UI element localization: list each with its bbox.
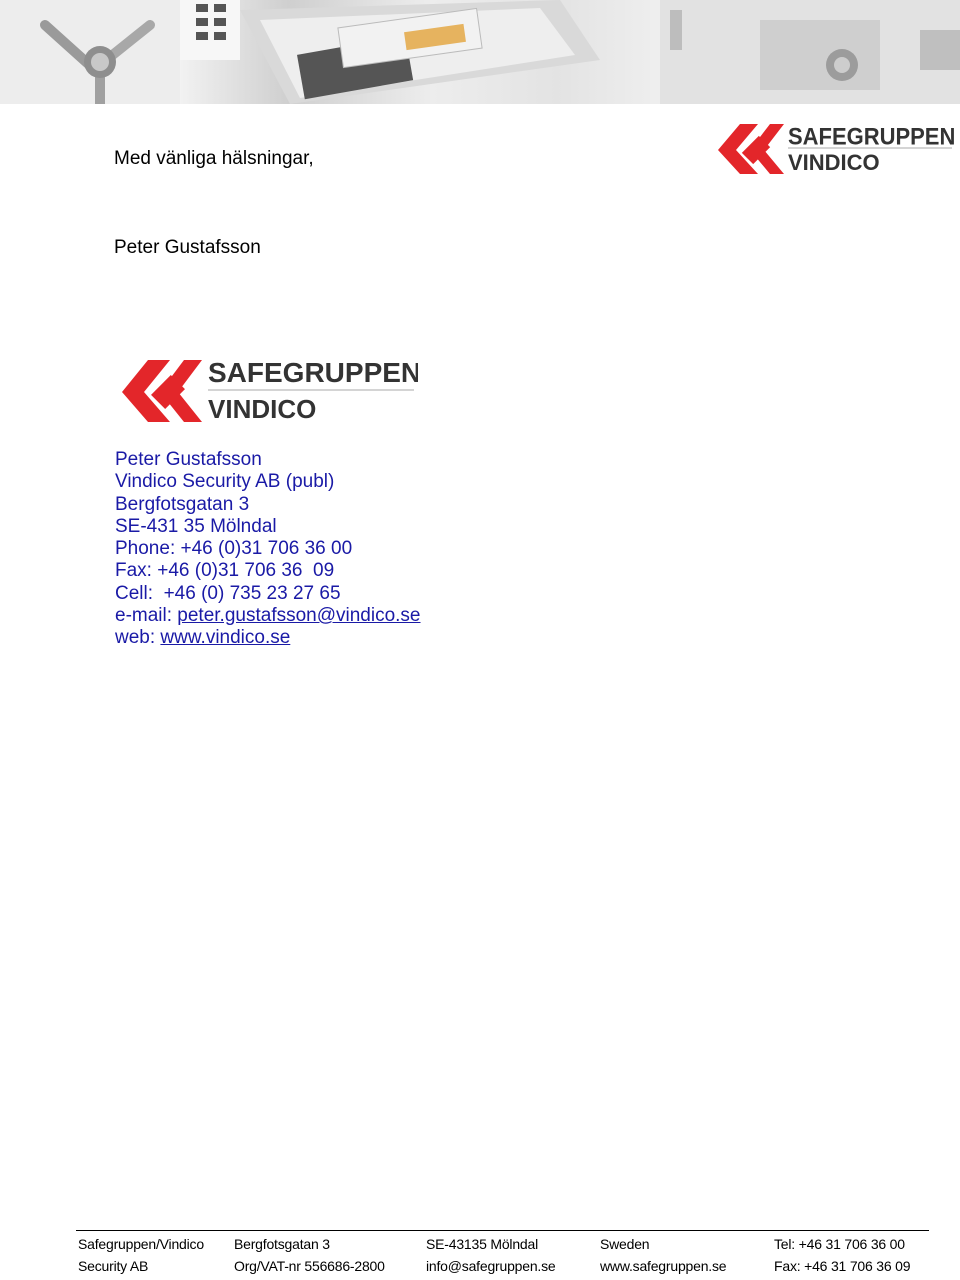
footer-street: Bergfotsgatan 3 bbox=[234, 1236, 330, 1252]
company-logo-signature bbox=[118, 354, 418, 431]
web-link[interactable]: www.vindico.se bbox=[160, 627, 291, 649]
signature-web-row bbox=[115, 627, 421, 649]
safe-photo-illustration bbox=[0, 0, 960, 104]
footer-city: SE-43135 Mölndal bbox=[426, 1236, 538, 1252]
signature-cell: Cell: +46 (0) 735 23 27 65 bbox=[115, 582, 341, 604]
footer-website[interactable]: www.safegruppen.se bbox=[600, 1258, 727, 1274]
signature-email-row bbox=[115, 605, 421, 627]
footer-company: Safegruppen/Vindico bbox=[78, 1236, 204, 1252]
signer-name: Peter Gustafsson bbox=[114, 237, 261, 258]
logo-text-safegruppen: SAFEGRUPPEN bbox=[208, 357, 418, 388]
signature-city: SE-431 35 Mölndal bbox=[115, 515, 277, 537]
signature-company: Vindico Security AB (publ) bbox=[115, 471, 335, 493]
safe-photo-banner bbox=[0, 0, 960, 104]
email-label: e-mail: bbox=[115, 605, 178, 627]
closing-greeting: Med vänliga hälsningar, bbox=[114, 148, 314, 169]
company-logo-header bbox=[714, 118, 954, 181]
signature-phone: Phone: +46 (0)31 706 36 00 bbox=[115, 538, 353, 560]
footer-email[interactable]: info@safegruppen.se bbox=[426, 1258, 556, 1274]
footer-phone: Tel: +46 31 706 36 00 bbox=[774, 1236, 905, 1252]
signature-street: Bergfotsgatan 3 bbox=[115, 493, 250, 515]
web-label: web: bbox=[115, 627, 161, 649]
email-link[interactable]: peter.gustafsson@vindico.se bbox=[177, 605, 421, 627]
safegruppen-logo bbox=[118, 354, 418, 426]
signature-fax: Fax: +46 (0)31 706 36 09 bbox=[115, 560, 335, 582]
safegruppen-logo bbox=[714, 118, 954, 176]
footer-country: Sweden bbox=[600, 1236, 650, 1252]
signature-block bbox=[115, 449, 421, 650]
logo-text-vindico: VINDICO bbox=[208, 394, 317, 424]
logo-text-safegruppen: SAFEGRUPPEN bbox=[788, 122, 954, 150]
footer-company-suffix: Security AB bbox=[78, 1258, 149, 1274]
footer-org-number: Org/VAT-nr 556686-2800 bbox=[234, 1258, 385, 1274]
footer-divider bbox=[76, 1230, 929, 1231]
signature-name: Peter Gustafsson bbox=[115, 449, 262, 470]
footer-fax: Fax: +46 31 706 36 09 bbox=[774, 1258, 911, 1274]
logo-text-vindico: VINDICO bbox=[788, 150, 880, 175]
